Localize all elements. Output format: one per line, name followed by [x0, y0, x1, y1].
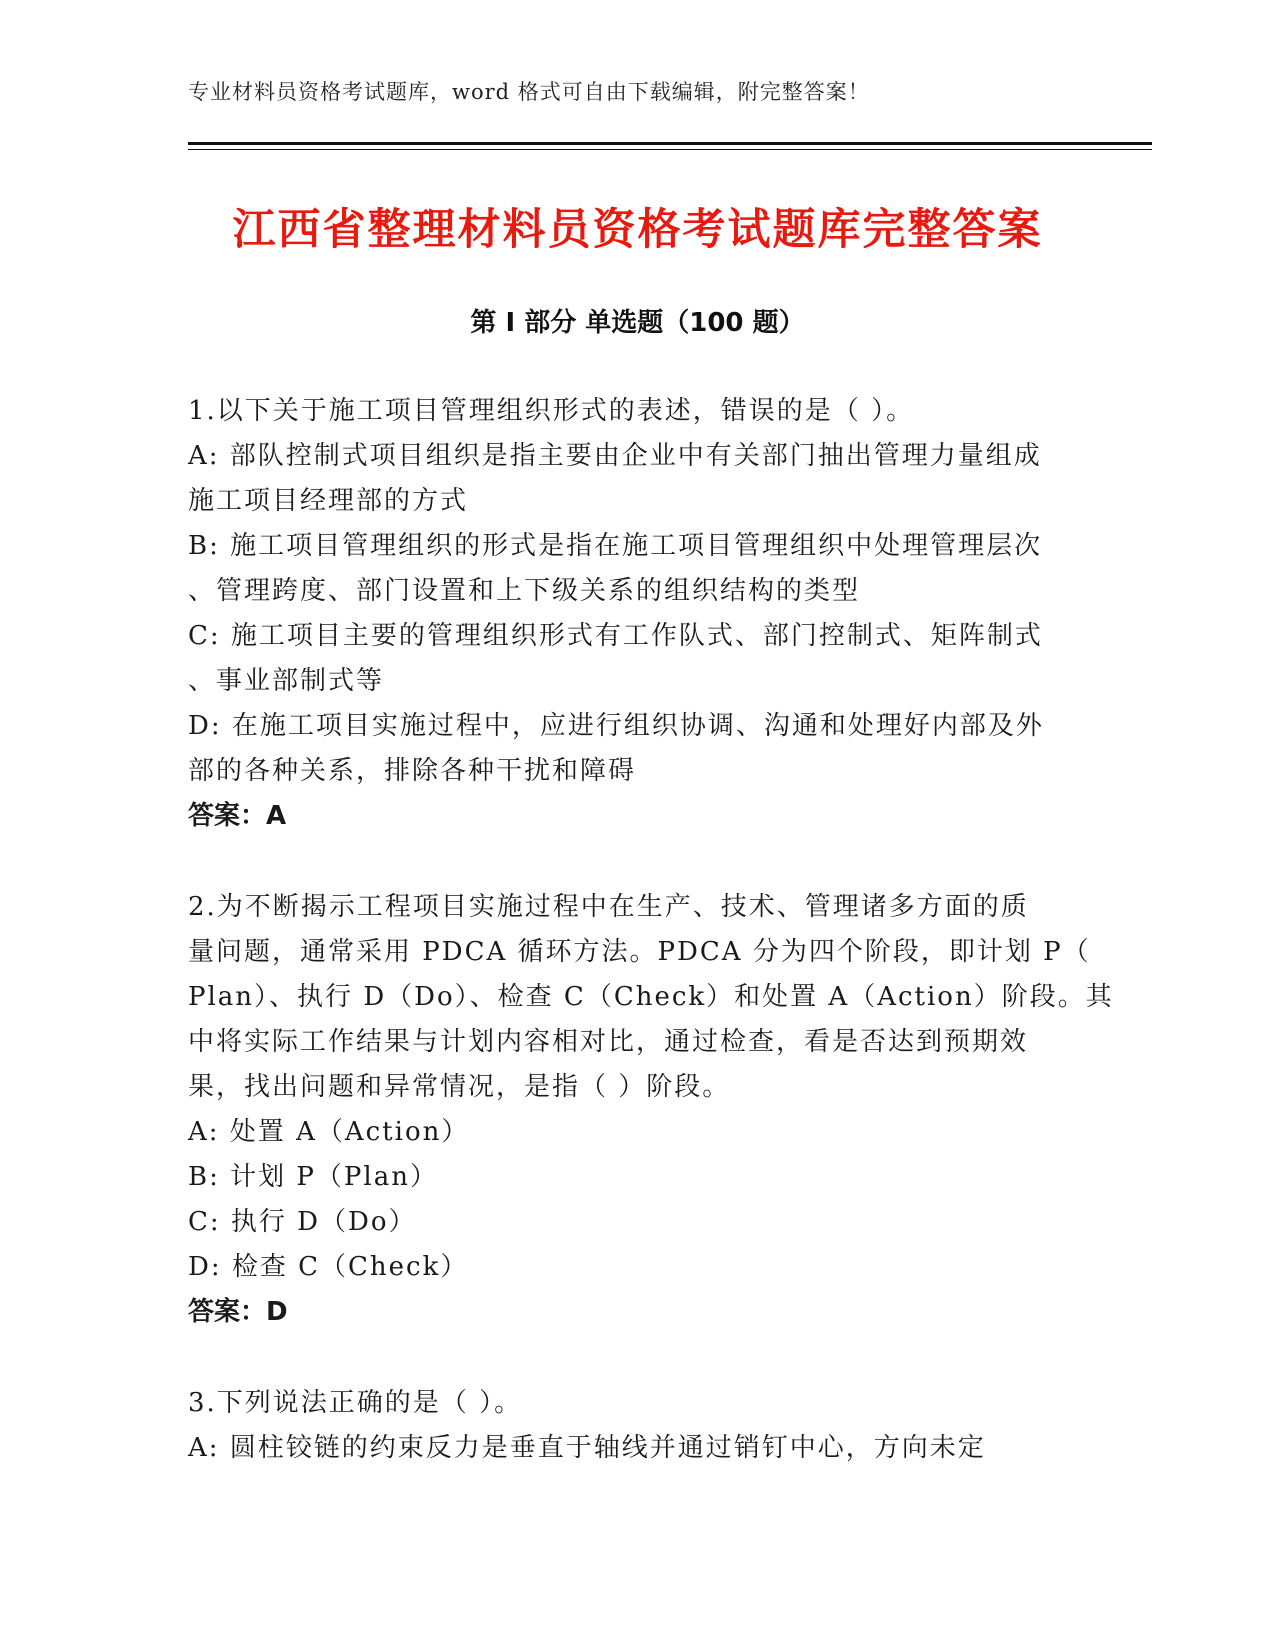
question-1-option-a-cont: 施工项目经理部的方式	[188, 486, 469, 516]
question-3	[188, 1381, 1088, 1471]
question-2-stem-cont-4: 果，找出问题和异常情况，是指（ ）阶段。	[188, 1072, 731, 1102]
question-1-option-b-cont: 、管理跨度、部门设置和上下级关系的组织结构的类型	[188, 576, 861, 606]
question-2-stem-cont-3: 中将实际工作结果与计划内容相对比，通过检查，看是否达到预期效	[188, 1027, 1029, 1057]
section-title: 第 I 部分 单选题（100 题）	[470, 308, 805, 338]
question-1	[188, 389, 1088, 839]
question-2-stem: 2.为不断揭示工程项目实施过程中在生产、技术、管理诸多方面的质	[188, 892, 1029, 922]
question-1-option-c: C: 施工项目主要的管理组织形式有工作队式、部门控制式、矩阵制式	[188, 621, 1043, 651]
question-1-option-c-cont: 、事业部制式等	[188, 666, 385, 696]
question-2-answer: 答案：D	[188, 1297, 288, 1327]
question-3-stem: 3.下列说法正确的是（ ）。	[188, 1388, 523, 1418]
question-2-option-d: D: 检查 C（Check）	[188, 1252, 469, 1282]
document-title: 江西省整理材料员资格考试题库完整答案	[232, 205, 1043, 255]
question-2	[188, 885, 1114, 1335]
question-2-option-a: A: 处置 A（Action）	[188, 1117, 470, 1147]
question-2-stem-cont-2: Plan）、执行 D（Do）、检查 C（Check）和处置 A（Action）阶段。其	[188, 982, 1114, 1012]
question-2-stem-cont-1: 量问题，通常采用 PDCA 循环方法。PDCA 分为四个阶段，即计划 P（	[188, 937, 1091, 967]
question-1-option-a: A: 部队控制式项目组织是指主要由企业中有关部门抽出管理力量组成	[188, 441, 1042, 471]
header-rule-thick	[188, 142, 1152, 145]
header-rule-thin	[188, 149, 1152, 150]
header-note: 专业材料员资格考试题库，word 格式可自由下载编辑，附完整答案！	[188, 80, 870, 104]
question-1-stem: 1.以下关于施工项目管理组织形式的表述，错误的是（ ）。	[188, 396, 915, 426]
question-list	[188, 389, 1114, 1517]
question-1-option-d-cont: 部的各种关系，排除各种干扰和障碍	[188, 756, 637, 786]
question-1-answer: 答案：A	[188, 801, 287, 831]
question-3-option-a: A: 圆柱铰链的约束反力是垂直于轴线并通过销钉中心，方向未定	[188, 1433, 986, 1463]
question-2-option-c: C: 执行 D（Do）	[188, 1207, 417, 1237]
question-1-option-b: B: 施工项目管理组织的形式是指在施工项目管理组织中处理管理层次	[188, 531, 1043, 561]
question-1-option-d: D: 在施工项目实施过程中，应进行组织协调、沟通和处理好内部及外	[188, 711, 1044, 741]
question-2-option-b: B: 计划 P（Plan）	[188, 1162, 438, 1192]
